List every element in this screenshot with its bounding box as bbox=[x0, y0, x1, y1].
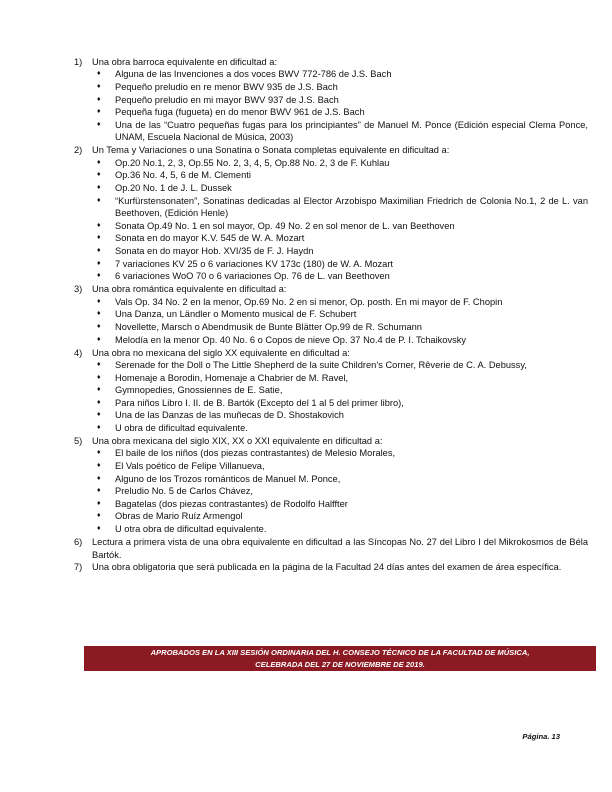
list-item-text: El baile de los niños (dos piezas contrastantes) de Melesio Morales, bbox=[115, 448, 396, 459]
list-item bbox=[96, 498, 588, 511]
section-heading-text: Una obra barroca equivalente en dificultad a: bbox=[92, 57, 278, 67]
diamond-bullet-icon: ♦ bbox=[97, 335, 101, 343]
list-item-text: Para niños Libro I. II. de B. Bartók (Excepto del 1 al 5 del primer libro), bbox=[115, 397, 404, 408]
section-number: 7) bbox=[74, 562, 83, 573]
diamond-bullet-icon: ♦ bbox=[97, 411, 101, 419]
list-item-text: Gymnopedies, Gnossiennes de E. Satie, bbox=[115, 385, 283, 396]
list-item bbox=[96, 182, 588, 195]
diamond-bullet-icon: ♦ bbox=[97, 247, 101, 255]
list-item-text: Bagatelas (dos piezas contrastantes) de Rodolfo Halffter bbox=[115, 498, 348, 509]
work-list bbox=[74, 296, 588, 346]
diamond-bullet-icon: ♦ bbox=[97, 108, 101, 116]
diamond-bullet-icon: ♦ bbox=[97, 171, 101, 179]
list-item-text: U obra de dificultad equivalente. bbox=[115, 422, 248, 433]
list-item bbox=[96, 220, 588, 233]
section-heading bbox=[74, 561, 588, 573]
document-body bbox=[74, 56, 588, 574]
diamond-bullet-icon: ♦ bbox=[97, 449, 101, 457]
list-item bbox=[96, 94, 588, 107]
list-item bbox=[96, 422, 588, 435]
section-heading bbox=[74, 56, 588, 68]
list-item bbox=[96, 359, 588, 372]
diamond-bullet-icon: ♦ bbox=[97, 423, 101, 431]
diamond-bullet-icon: ♦ bbox=[97, 386, 101, 394]
section-heading-text: Un Tema y Variaciones o una Sonatina o Sonata completas equivalente en dificultad a: bbox=[92, 145, 450, 156]
list-item bbox=[96, 81, 588, 94]
list-item bbox=[96, 270, 588, 283]
list-item bbox=[96, 296, 588, 309]
list-item bbox=[96, 372, 588, 385]
list-item-text: “Kurfürstensonaten”, Sonatinas dedicadas al Elector Arzobispo Maximilian Friedrich de Colonia No.1, 2 de L. van Beethoven, (Edición Henle) bbox=[115, 195, 588, 219]
section-5 bbox=[74, 435, 588, 536]
section-heading bbox=[74, 144, 588, 156]
list-item bbox=[96, 460, 588, 473]
diamond-bullet-icon: ♦ bbox=[97, 70, 101, 78]
diamond-bullet-icon: ♦ bbox=[97, 525, 101, 533]
diamond-bullet-icon: ♦ bbox=[97, 196, 101, 204]
diamond-bullet-icon: ♦ bbox=[97, 297, 101, 305]
section-heading-text: Una obra obligatoria que será publicada en la página de la Facultad 24 días antes del examen de área específica. bbox=[92, 562, 562, 573]
list-item bbox=[96, 106, 588, 119]
list-item bbox=[96, 397, 588, 410]
list-item-text: Una de las “Cuatro pequeñas fugas para los principiantes” de Manuel M. Ponce (Edición especial Clema Ponce, UNAM, Escuela Nacional de Música, 2003) bbox=[115, 119, 588, 143]
list-item-text: Melodía en la menor Op. 40 No. 6 o Copos de nieve Op. 37 No.4 de P. I. Tchaikovsky bbox=[115, 334, 467, 345]
list-item-text: Una Danza, un Ländler o Momento musical de F. Schubert bbox=[115, 309, 357, 320]
diamond-bullet-icon: ♦ bbox=[97, 221, 101, 229]
list-item bbox=[96, 169, 588, 182]
section-heading bbox=[74, 536, 588, 561]
list-item-text: Sonata Op.49 No. 1 en sol mayor, Op. 49 No. 2 en sol menor de L. van Beethoven bbox=[115, 220, 455, 231]
list-item-text: U otra obra de dificultad equivalente. bbox=[115, 524, 267, 535]
list-item-text: Pequeño preludio en mi mayor BWV 937 de J.S. Bach bbox=[115, 94, 339, 105]
diamond-bullet-icon: ♦ bbox=[97, 487, 101, 495]
section-2 bbox=[74, 144, 588, 282]
list-item bbox=[96, 409, 588, 422]
section-heading bbox=[74, 283, 588, 295]
diamond-bullet-icon: ♦ bbox=[97, 234, 101, 242]
list-item bbox=[96, 119, 588, 144]
diamond-bullet-icon: ♦ bbox=[97, 95, 101, 103]
list-item-text: Alguna de las Invenciones a dos voces BWV 772-786 de J.S. Bach bbox=[115, 69, 392, 80]
list-item-text: Op.20 No.1, 2, 3, Op.55 No. 2, 3, 4, 5, Op.88 No. 2, 3 de F. Kuhlau bbox=[115, 157, 390, 168]
approval-banner bbox=[84, 646, 596, 671]
list-item bbox=[96, 334, 588, 347]
list-item-text: 6 variaciones WoO 70 o 6 variaciones Op. 76 de L. van Beethoven bbox=[115, 271, 390, 282]
list-item bbox=[96, 447, 588, 460]
list-item-text: Homenaje a Borodin, Homenaje a Chabrier de M. Ravel, bbox=[115, 372, 349, 383]
diamond-bullet-icon: ♦ bbox=[97, 184, 101, 192]
work-list bbox=[74, 447, 588, 535]
section-number: 3) bbox=[74, 284, 83, 295]
list-item-text: Sonata en do mayor Hob. XVI/35 de F. J. Haydn bbox=[115, 246, 314, 257]
list-item bbox=[96, 308, 588, 321]
section-heading bbox=[74, 347, 588, 359]
section-4 bbox=[74, 347, 588, 435]
list-item-text: Una de las Danzas de las muñecas de D. Shostakovich bbox=[115, 410, 344, 421]
list-item-text: Preludio No. 5 de Carlos Chávez, bbox=[115, 486, 253, 497]
list-item bbox=[96, 523, 588, 536]
section-number: 1) bbox=[74, 57, 83, 67]
diamond-bullet-icon: ♦ bbox=[97, 259, 101, 267]
requirements-list bbox=[74, 56, 588, 574]
section-number: 5) bbox=[74, 436, 83, 447]
page-number: Página. 13 bbox=[522, 732, 560, 741]
section-3 bbox=[74, 283, 588, 346]
work-list bbox=[74, 157, 588, 283]
section-number: 6) bbox=[74, 537, 83, 548]
list-item bbox=[96, 384, 588, 397]
diamond-bullet-icon: ♦ bbox=[97, 120, 101, 128]
list-item-text: Vals Op. 34 No. 2 en la menor, Op.69 No. 2 en si menor, Op. posth. En mi mayor de F. Chopin bbox=[115, 296, 503, 307]
list-item-text: Serenade for the Doll o The Little Shepherd de la suite Children’s Corner, Rêverie de C. A. Debussy, bbox=[115, 360, 527, 370]
diamond-bullet-icon: ♦ bbox=[97, 474, 101, 482]
list-item bbox=[96, 157, 588, 170]
diamond-bullet-icon: ♦ bbox=[97, 499, 101, 507]
section-number: 2) bbox=[74, 145, 83, 156]
list-item-text: Pequeño preludio en re menor BWV 935 de J.S. Bach bbox=[115, 82, 338, 92]
list-item bbox=[96, 68, 588, 81]
list-item bbox=[96, 510, 588, 523]
section-heading-text: Lectura a primera vista de una obra equivalente en dificultad a las Síncopas No. 27 del Libro I del Mikrokosmos de Béla Bartók. bbox=[92, 537, 588, 560]
list-item bbox=[96, 232, 588, 245]
banner-line-2: CELEBRADA DEL 27 DE NOVIEMBRE DE 2019. bbox=[255, 659, 425, 669]
list-item bbox=[96, 485, 588, 498]
list-item-text: Obras de Mario Ruíz Armengol bbox=[115, 511, 243, 522]
diamond-bullet-icon: ♦ bbox=[97, 83, 101, 90]
diamond-bullet-icon: ♦ bbox=[97, 462, 101, 470]
list-item bbox=[96, 195, 588, 220]
banner-line-1: APROBADOS EN LA XIII SESIÓN ORDINARIA DEL H. CONSEJO TÉCNICO DE LA FACULTAD DE MÚSICA, bbox=[150, 648, 530, 657]
section-heading-text: Una obra no mexicana del siglo XX equivalente en dificultad a: bbox=[92, 347, 350, 358]
diamond-bullet-icon: ♦ bbox=[97, 373, 101, 381]
section-6 bbox=[74, 536, 588, 561]
list-item-text: Novellette, Marsch o Abendmusik de Bunte Blätter Op.99 de R. Schumann bbox=[115, 321, 422, 332]
list-item-text: Sonata en do mayor K.V. 545 de W. A. Mozart bbox=[115, 233, 305, 244]
list-item bbox=[96, 245, 588, 258]
section-heading bbox=[74, 435, 588, 447]
section-1 bbox=[74, 56, 588, 144]
diamond-bullet-icon: ♦ bbox=[97, 322, 101, 330]
diamond-bullet-icon: ♦ bbox=[97, 361, 101, 368]
diamond-bullet-icon: ♦ bbox=[97, 512, 101, 520]
section-heading-text: Una obra romántica equivalente en dificultad a: bbox=[92, 284, 287, 295]
section-number: 4) bbox=[74, 347, 83, 358]
section-heading-text: Una obra mexicana del siglo XIX, XX o XXI equivalente en dificultad a: bbox=[92, 436, 383, 447]
list-item-text: Pequeña fuga (fugueta) en do menor BWV 961 de J.S. Bach bbox=[115, 107, 365, 118]
list-item-text: 7 variaciones KV 25 o 6 variaciones KV 173c (180) de W. A. Mozart bbox=[115, 258, 394, 269]
work-list bbox=[74, 68, 588, 144]
diamond-bullet-icon: ♦ bbox=[97, 158, 101, 166]
list-item-text: Op.20 No. 1 de J. L. Dussek bbox=[115, 183, 232, 194]
section-7 bbox=[74, 561, 588, 573]
list-item-text: El Vals poético de Felipe Villanueva, bbox=[115, 461, 265, 472]
list-item-text: Alguno de los Trozos románticos de Manuel M. Ponce, bbox=[115, 473, 341, 484]
list-item bbox=[96, 321, 588, 334]
work-list bbox=[74, 359, 588, 435]
list-item bbox=[96, 473, 588, 486]
diamond-bullet-icon: ♦ bbox=[97, 272, 101, 280]
diamond-bullet-icon: ♦ bbox=[97, 398, 101, 406]
list-item-text: Op.36 No. 4, 5, 6 de M. Clementi bbox=[115, 170, 251, 181]
list-item bbox=[96, 258, 588, 271]
diamond-bullet-icon: ♦ bbox=[97, 310, 101, 318]
